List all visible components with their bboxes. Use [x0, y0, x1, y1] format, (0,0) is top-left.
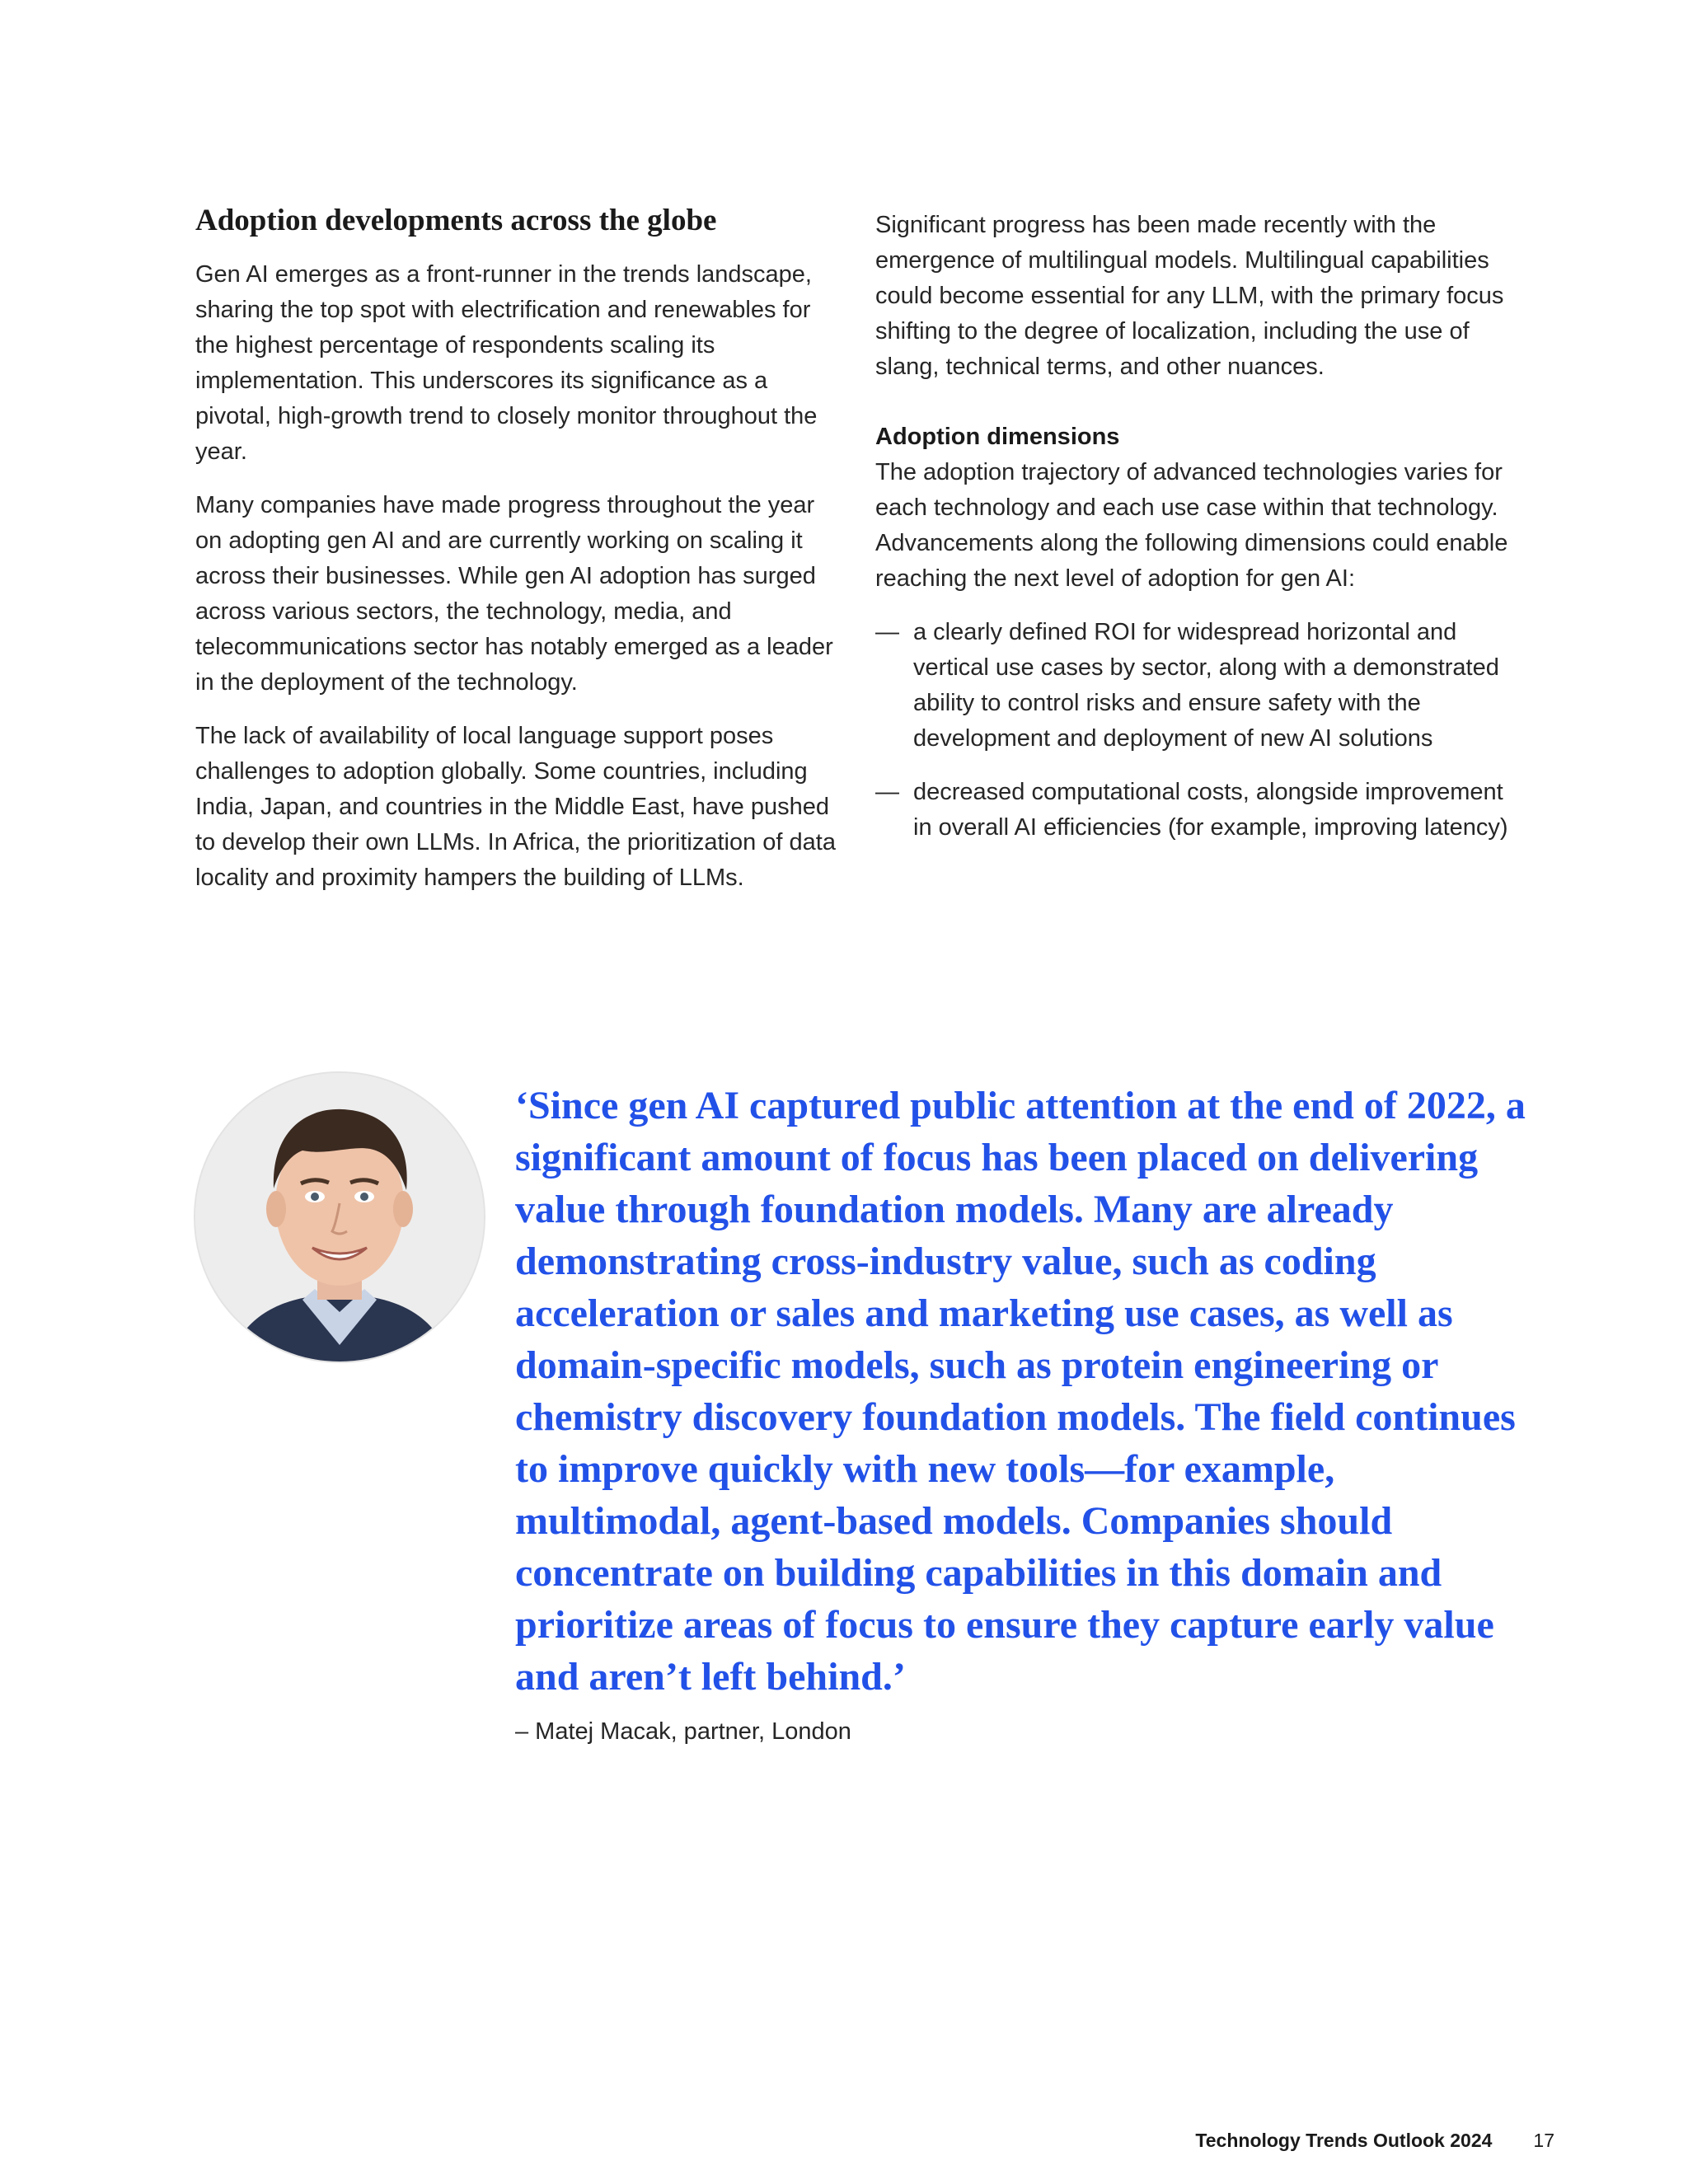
bullet-dash: — — [875, 619, 899, 645]
list-item — [875, 615, 1526, 757]
left-column — [195, 201, 846, 914]
section-heading: Adoption developments across the globe — [195, 204, 717, 237]
quote-text: ‘Since gen AI captured public attention at the end of 2022, a significant amount of focus has been placed on delivering value through foundation models. Many are already demonstrating cross-industry value, such as coding acceleration or sales and marketing use cases, as well as domain-specific models, such as protein engineering or chemistry discovery foundation models. The field continues to improve quickly with new tools—for example, multimodal, agent-based models. Companies should concentrate on building capabilities in this domain and prioritize areas of focus to ensure they capture early value and aren’t left behind.’ — [515, 1084, 1526, 1699]
dimensions-paragraph: The adoption trajectory of advanced technologies varies for each technology and each use case within that technology. Advancements along the following dimensions could enable reaching the next level of adoption for gen AI: — [875, 459, 1508, 592]
pull-quote — [515, 1080, 1545, 1750]
right-column — [875, 208, 1526, 864]
intro-paragraph: Significant progress has been made recently with the emergence of multilingual models. Multilingual capabilities could become essential for any LLM, with the primary focus shifting to the degree of localization, including the use of slang, technical terms, and other nuances. — [875, 212, 1504, 380]
page-footer — [1195, 2128, 1554, 2153]
list-item — [875, 775, 1526, 846]
list-item-text: a clearly defined ROI for widespread horizontal and vertical use cases by sector, along with a demonstrated ability to control risks and ensure safety with the development and deployment of new AI solutions — [913, 619, 1499, 752]
quote-attribution: – Matej Macak, partner, London — [515, 1718, 851, 1745]
body-paragraph: The lack of availability of local language support poses challenges to adoption globally. Some countries, including India, Japan, and countries in the Middle East, have pushed to develop their own LLMs. In Africa, the prioritization of data locality and proximity hampers the building of LLMs. — [195, 723, 836, 891]
dimensions-list — [875, 615, 1526, 846]
bullet-dash: — — [875, 779, 899, 805]
page-number: 17 — [1533, 2130, 1554, 2151]
body-paragraph: Many companies have made progress throughout the year on adopting gen AI and are currently working on scaling it across their businesses. While gen AI adoption has surged across various sectors, the technology, media, and telecommunications sector has notably emerged as a leader in the deployment of the technology. — [195, 492, 833, 696]
list-item-text: decreased computational costs, alongside improvement in overall AI efficiencies (for example, improving latency) — [913, 779, 1508, 841]
portrait-illustration — [195, 1073, 484, 1361]
author-portrait — [194, 1071, 485, 1363]
adoption-dimensions-subheading: Adoption dimensions — [875, 424, 1120, 450]
body-paragraph: Gen AI emerges as a front-runner in the trends landscape, sharing the top spot with electrification and renewables for the highest percentage of respondents scaling its implementation. This underscores its significance as a pivotal, high-growth trend to closely monitor throughout the year. — [195, 261, 818, 465]
publication-title: Technology Trends Outlook 2024 — [1195, 2130, 1493, 2151]
